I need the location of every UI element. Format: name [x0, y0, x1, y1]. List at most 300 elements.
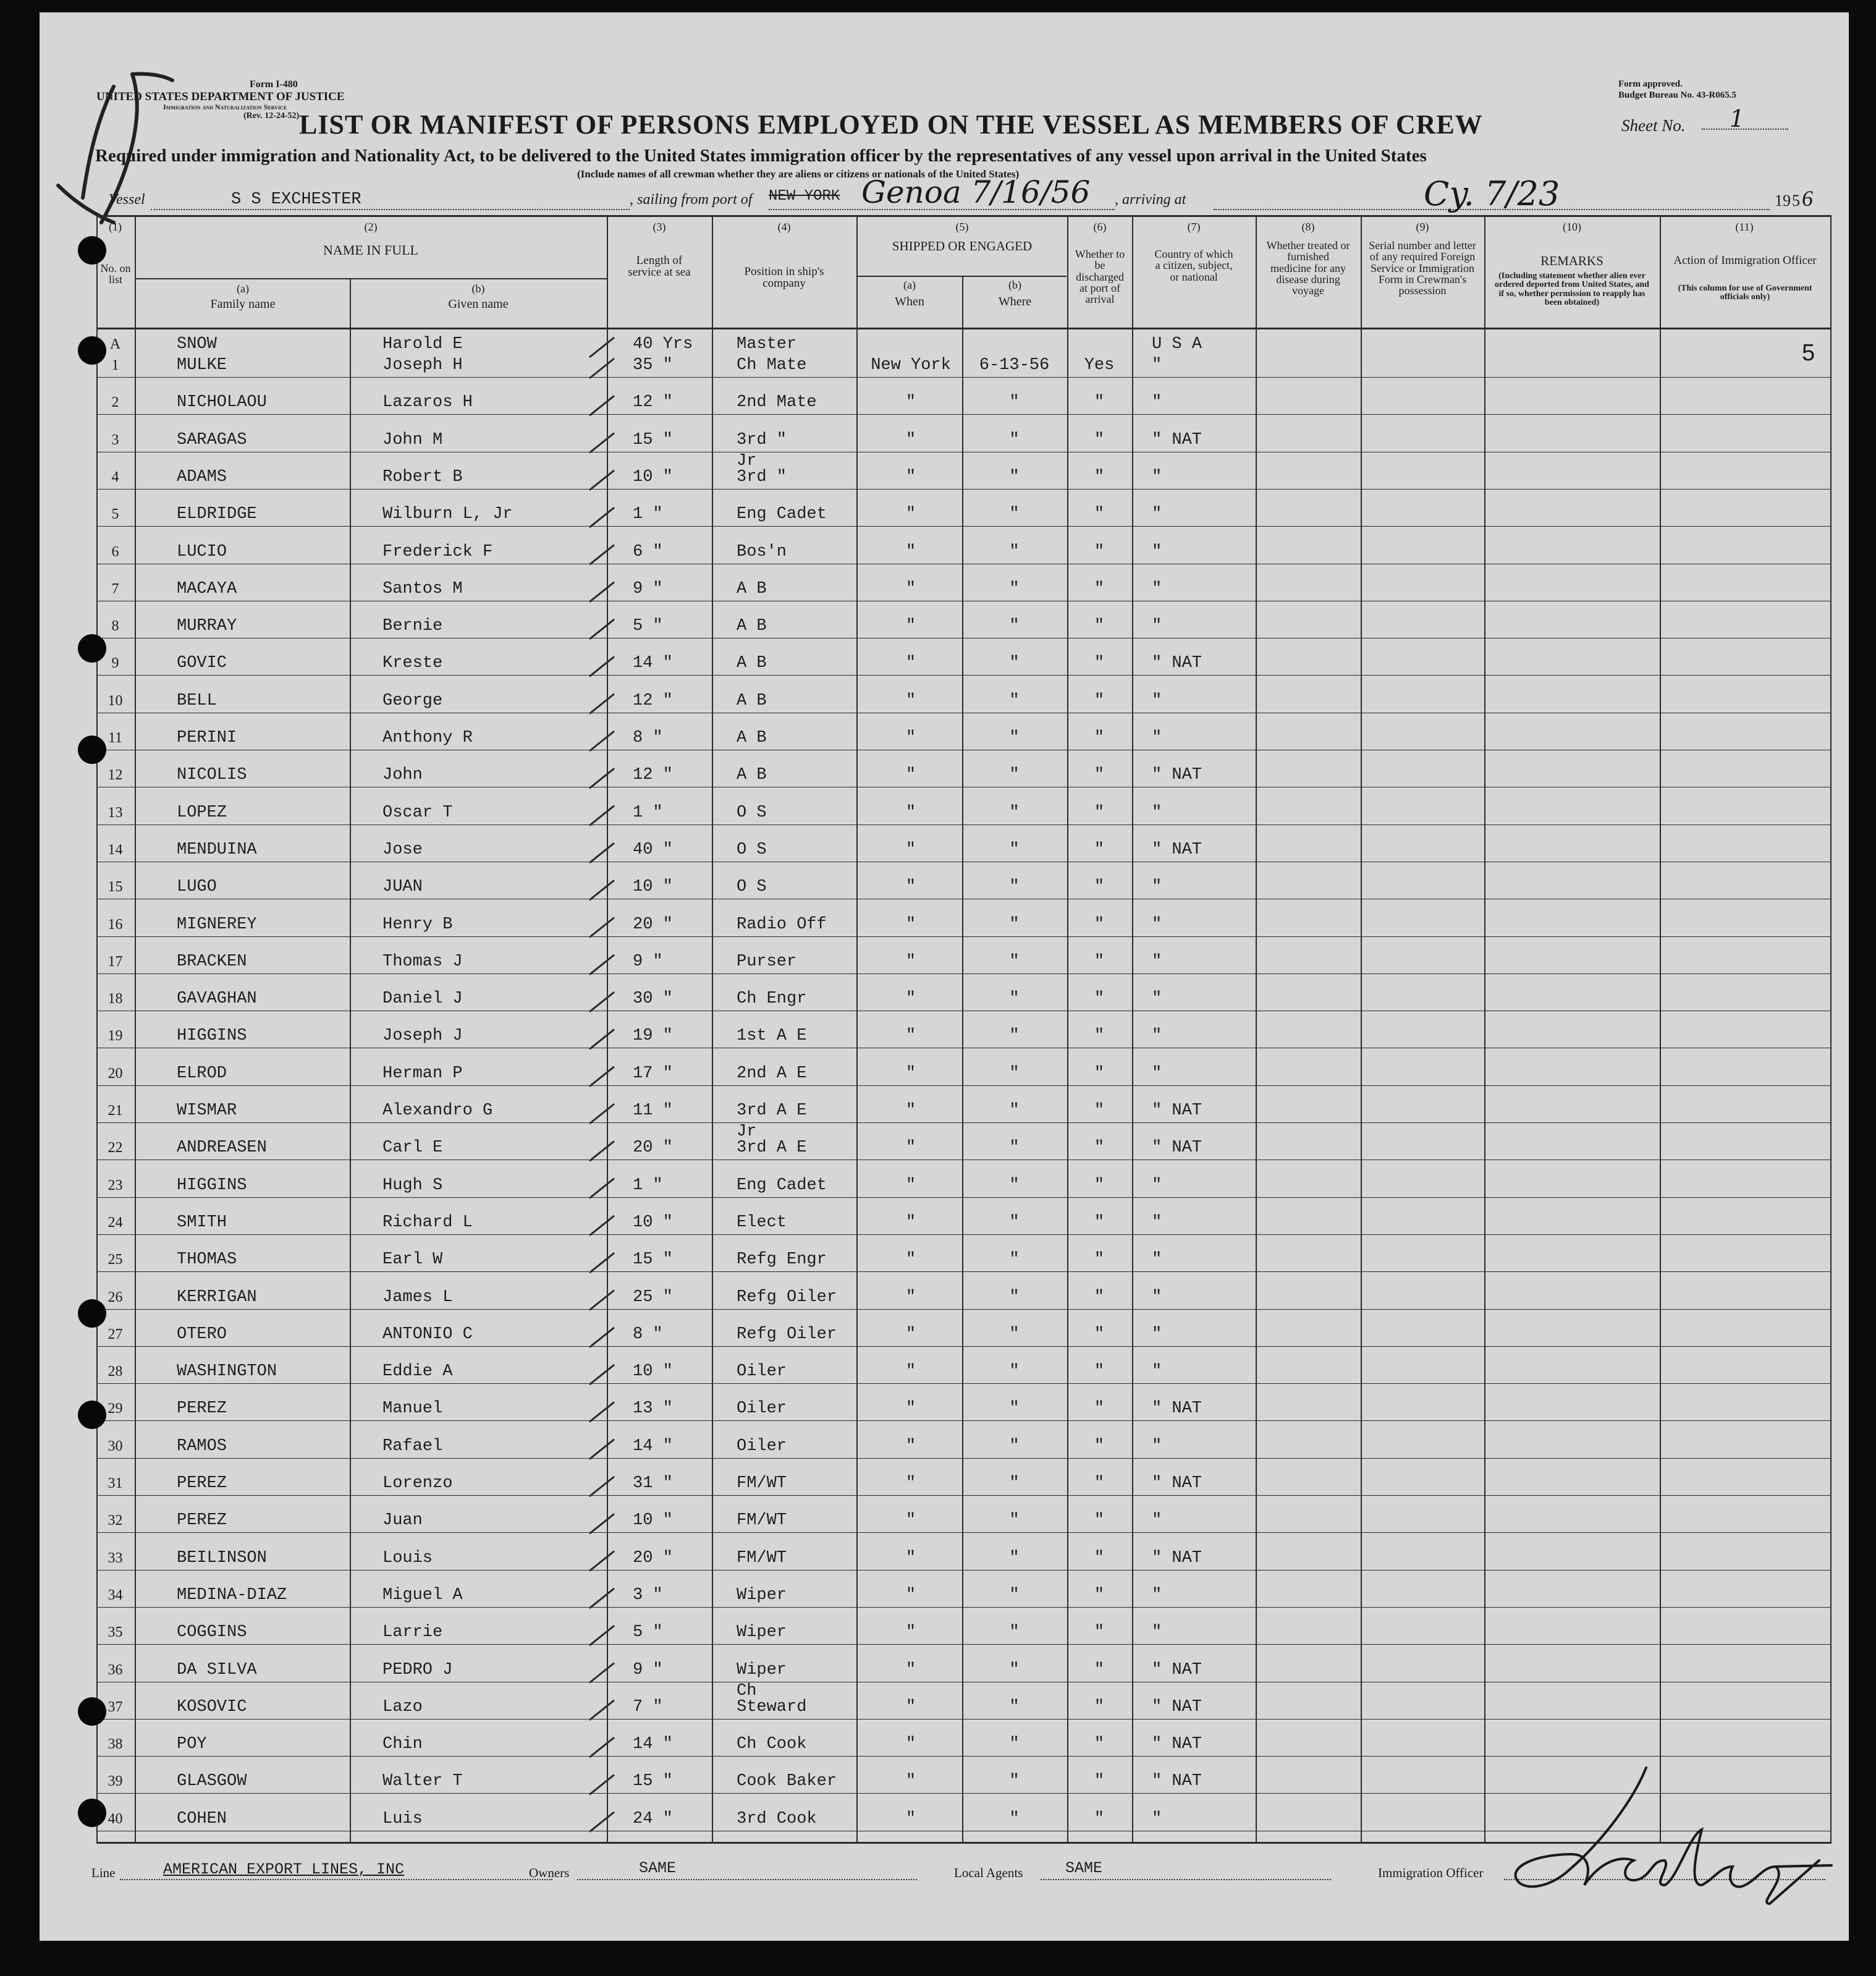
cell-when: "	[905, 803, 916, 822]
footer-agents-label: Local Agents	[954, 1865, 1023, 1880]
cell-when: "	[905, 1474, 916, 1493]
cell-position: FM/WT	[737, 1474, 787, 1493]
cell-when: "	[905, 1027, 916, 1046]
service-check-mark	[589, 1775, 614, 1794]
cell-position: Eng Cadet	[737, 505, 827, 524]
col2-label: NAME IN FULL	[323, 242, 418, 258]
cell-when: "	[905, 617, 916, 636]
service-check-mark	[589, 1514, 614, 1533]
cell-service: 8 "	[633, 1325, 663, 1344]
year-written: 6	[1802, 186, 1813, 211]
cell-when: "	[905, 1585, 916, 1605]
col10-note: (Including statement whether alien ever ordered deported from United States, and if so, whether permission to reapply has been obtained)	[1495, 271, 1649, 307]
cell-country: " NAT	[1152, 1474, 1202, 1493]
service-check-mark	[589, 806, 614, 826]
footer-line-value: AMERICAN EXPORT LINES, INC	[163, 1860, 405, 1878]
cell-position: O S	[737, 878, 767, 897]
cell-where: "	[1009, 1101, 1020, 1120]
cell-when: "	[905, 1325, 916, 1344]
footer-owners-label: Owners	[529, 1865, 570, 1880]
cell-country: "	[1152, 1176, 1162, 1195]
cell-given: Bernie	[382, 617, 443, 636]
cell-when: "	[905, 990, 916, 1009]
year-typed: 5	[1792, 192, 1800, 210]
cell-when: "	[905, 654, 916, 673]
cell-discharge: "	[1094, 1250, 1105, 1270]
cell-when: "	[905, 915, 916, 934]
cell-country: " NAT	[1152, 840, 1202, 859]
cell-country: "	[1152, 1436, 1162, 1456]
cell-discharge: "	[1094, 990, 1105, 1009]
service-name: Immigration and Naturalization Service	[163, 103, 287, 111]
cell-no: 35	[108, 1624, 123, 1641]
service-check-mark	[589, 396, 614, 415]
form-number: Form I-480	[250, 79, 298, 90]
cell-no: 10	[108, 692, 123, 709]
cell-position: Elect	[737, 1213, 787, 1232]
cell-service: 13 "	[633, 1399, 673, 1418]
service-check-marks	[40, 12, 1849, 1941]
cell-given: Richard L	[382, 1213, 473, 1232]
cell-family: GAVAGHAN	[177, 990, 257, 1009]
sailing-port-handwritten: Genoa 7/16/56	[861, 174, 1091, 210]
cell-no: 32	[108, 1512, 123, 1529]
cell-given: James L	[382, 1287, 453, 1307]
cell-family: PERINI	[177, 729, 237, 747]
cell-position: Bos'n	[737, 542, 787, 561]
cell-service: 1 "	[633, 1176, 663, 1195]
col11-num: (11)	[1735, 221, 1754, 233]
cell-position-prefix: Ch	[737, 1681, 757, 1700]
cell-given: Alexandro G	[382, 1101, 493, 1120]
cell-family: BEILINSON	[177, 1548, 267, 1567]
cell-position: Ch Cook	[737, 1735, 807, 1754]
service-check-mark	[589, 1328, 614, 1347]
cell-family: POY	[177, 1735, 207, 1754]
cell-discharge: Yes	[1084, 356, 1115, 375]
service-check-mark	[589, 992, 614, 1012]
manifest-sheet	[40, 12, 1849, 1941]
service-check-mark	[589, 1440, 614, 1459]
col11-note: (This column for use of Government officials only)	[1678, 284, 1812, 302]
cell-no: 21	[108, 1103, 123, 1119]
service-check-mark	[589, 694, 614, 714]
cell-given: Wilburn L, Jr	[382, 505, 513, 524]
cell-family: LOPEZ	[177, 803, 227, 822]
cell-position: Purser	[737, 952, 797, 971]
cell-where: "	[1009, 691, 1020, 710]
cell-family: ELROD	[177, 1064, 227, 1083]
service-check-mark	[589, 337, 614, 357]
cell-family: RAMOS	[177, 1436, 227, 1456]
cell-service: 11 "	[633, 1101, 673, 1120]
cell-family: NICHOLAOU	[177, 393, 267, 412]
cell-where: "	[1009, 1511, 1020, 1530]
cell-where: "	[1009, 1250, 1020, 1270]
cell-discharge: "	[1094, 915, 1105, 934]
cell-discharge: "	[1094, 1772, 1105, 1791]
cell-where: "	[1009, 952, 1020, 971]
cell-discharge: "	[1094, 1287, 1105, 1307]
cell-where: "	[1009, 1585, 1020, 1605]
cell-position: Oiler	[737, 1399, 787, 1418]
cell-no: 17	[108, 953, 123, 970]
cell-given: Chin	[382, 1735, 423, 1754]
cell-service: 25 "	[633, 1287, 673, 1307]
col8-label: Whether treated or furnished medicine for any disease during voyage	[1266, 239, 1350, 297]
cell-family: BELL	[177, 691, 217, 710]
service-check-mark	[589, 880, 614, 900]
cell-where: "	[1009, 1548, 1020, 1567]
sailing-port-struck: NEW YORK	[769, 188, 840, 205]
cell-family: WASHINGTON	[177, 1362, 277, 1381]
cell-country: "	[1152, 1623, 1162, 1642]
col3-label: Length of service at sea	[628, 254, 691, 279]
cell-country: U S A	[1152, 335, 1202, 354]
cell-where: "	[1009, 654, 1020, 673]
manifest-title: LIST OR MANIFEST OF PERSONS EMPLOYED ON THE VESSEL AS MEMBERS OF CREW	[299, 109, 1483, 140]
cell-position: Oiler	[737, 1362, 787, 1381]
cell-position: 3rd Cook	[737, 1809, 817, 1828]
cell-service: 9 "	[633, 1660, 663, 1679]
service-check-mark	[589, 1179, 614, 1198]
cell-given: Thomas J	[382, 952, 463, 971]
cell-family: HIGGINS	[177, 1027, 247, 1046]
cell-country: " NAT	[1152, 1660, 1202, 1679]
cell-family: MENDUINA	[177, 840, 257, 859]
cell-where: "	[1009, 1213, 1020, 1232]
cell-when: "	[905, 878, 916, 897]
cell-position: Cook Baker	[737, 1772, 837, 1791]
cell-when: "	[905, 505, 916, 524]
service-check-mark	[589, 1291, 614, 1310]
cell-given: Oscar T	[382, 803, 453, 822]
cell-position-prefix: Jr	[737, 451, 757, 470]
cell-position: A B	[737, 579, 767, 598]
cell-position: Ch Engr	[737, 990, 807, 1009]
cell-when: "	[905, 840, 916, 859]
cell-given: George	[382, 691, 443, 710]
cell-discharge: "	[1094, 1176, 1105, 1195]
cell-discharge: "	[1094, 1697, 1105, 1716]
punch-hole	[78, 336, 106, 365]
cell-country: "	[1152, 952, 1162, 971]
cell-discharge: "	[1094, 542, 1105, 561]
cell-given: Anthony R	[382, 729, 473, 747]
cell-discharge: "	[1094, 654, 1105, 673]
cell-no: 28	[108, 1363, 123, 1380]
manifest-subtitle: Required under immigration and Nationality Act, to be delivered to the United States immigration officer by the representatives of any vessel upon arrival in the United States	[95, 146, 1427, 166]
service-check-mark	[589, 1402, 614, 1422]
cell-where: "	[1009, 1064, 1020, 1083]
col11-label: Action of Immigration Officer	[1673, 254, 1817, 267]
cell-given: Henry B	[382, 915, 453, 934]
cell-when: "	[905, 430, 916, 449]
cell-when: "	[905, 766, 916, 785]
cell-service: 14 "	[633, 1436, 673, 1456]
cell-no: 31	[108, 1475, 123, 1491]
cell-country: "	[1152, 1213, 1162, 1232]
cell-family: MEDINA-DIAZ	[177, 1585, 287, 1605]
service-check-mark	[589, 1029, 614, 1049]
col5a-label: When	[895, 295, 924, 308]
cell-service: 40 Yrs	[633, 335, 693, 354]
cell-country: "	[1152, 1250, 1162, 1270]
cell-family: GLASGOW	[177, 1772, 247, 1791]
cell-service: 10 "	[633, 1362, 673, 1381]
cell-position: Master	[737, 335, 797, 354]
cell-service: 15 "	[633, 1772, 673, 1791]
cell-no: 30	[108, 1438, 123, 1454]
service-check-mark	[589, 1700, 614, 1720]
col5-label: SHIPPED OR ENGAGED	[892, 239, 1033, 253]
cell-position: A B	[737, 617, 767, 636]
cell-where: "	[1009, 1362, 1020, 1381]
cell-given: Lazo	[382, 1697, 423, 1716]
cell-family: LUGO	[177, 878, 217, 897]
cell-discharge: "	[1094, 1548, 1105, 1567]
cell-given: Joseph H	[382, 356, 463, 375]
cell-service: 15 "	[633, 1250, 673, 1270]
cell-service: 10 "	[633, 1213, 673, 1232]
cell-country: "	[1152, 803, 1162, 822]
cell-position: A B	[737, 729, 767, 747]
service-check-mark	[589, 656, 614, 676]
arriving-port-handwritten: Cy. 7/23	[1424, 174, 1560, 213]
service-check-mark	[589, 1626, 614, 1645]
col7-num: (7)	[1187, 221, 1201, 233]
cell-no: 8	[111, 618, 119, 635]
footer-officer-label: Immigration Officer	[1378, 1865, 1484, 1880]
punch-hole	[78, 1299, 106, 1328]
cell-when: "	[905, 1660, 916, 1679]
cell-position: Wiper	[737, 1660, 787, 1679]
cell-no: A	[109, 336, 121, 352]
cell-country: " NAT	[1152, 1697, 1202, 1716]
cell-country: " NAT	[1152, 1548, 1202, 1567]
service-check-mark	[589, 470, 614, 490]
cell-position: O S	[737, 840, 767, 859]
cell-discharge: "	[1094, 1436, 1105, 1456]
cell-family: LUCIO	[177, 542, 227, 561]
cell-when: "	[905, 1287, 916, 1307]
cell-discharge: "	[1094, 1139, 1105, 1158]
service-check-mark	[589, 1551, 614, 1571]
approval-line-1: Form approved.	[1618, 79, 1683, 89]
col3-num: (3)	[653, 221, 666, 233]
cell-service: 10 "	[633, 467, 673, 486]
cell-discharge: "	[1094, 1027, 1105, 1046]
approval-line-2: Budget Bureau No. 43-R065.5	[1618, 90, 1736, 100]
cell-service: 6 "	[633, 542, 663, 561]
cell-where: "	[1009, 1772, 1020, 1791]
cell-service: 8 "	[633, 729, 663, 747]
cell-discharge: "	[1094, 393, 1105, 412]
footer-owners-value: SAME	[639, 1859, 677, 1877]
cell-when: "	[905, 952, 916, 971]
cell-country: "	[1152, 505, 1162, 524]
cell-where: "	[1009, 1660, 1020, 1679]
cell-where: 6-13-56	[979, 356, 1050, 375]
cell-no: 34	[108, 1587, 123, 1603]
cell-service: 20 "	[633, 1548, 673, 1567]
cell-country: " NAT	[1152, 1101, 1202, 1120]
cell-discharge: "	[1094, 691, 1105, 710]
cell-position: A B	[737, 766, 767, 785]
cell-country: "	[1152, 393, 1162, 412]
cell-when: "	[905, 579, 916, 598]
cell-family: MURRAY	[177, 617, 237, 636]
cell-family: MULKE	[177, 356, 227, 375]
cell-service: 35 "	[633, 356, 673, 375]
cell-when: "	[905, 691, 916, 710]
cell-service: 12 "	[633, 766, 673, 785]
cell-given: Eddie A	[382, 1362, 453, 1381]
cell-family: OTERO	[177, 1325, 227, 1344]
col2b-label: Given name	[448, 297, 509, 311]
cell-given: Larrie	[382, 1623, 443, 1642]
cell-family: COGGINS	[177, 1623, 247, 1642]
cell-no: 12	[108, 767, 123, 784]
service-check-mark	[589, 1253, 614, 1273]
manifest-note: (Include names of all crewman whether they are aliens or citizens or nationals of the United States)	[577, 168, 1020, 180]
cell-given: Jose	[382, 840, 423, 859]
cell-when: "	[905, 1399, 916, 1418]
cell-given: Frederick F	[382, 542, 493, 561]
cell-country: "	[1152, 542, 1162, 561]
service-check-mark	[589, 545, 614, 565]
cell-country: "	[1152, 1809, 1162, 1828]
cell-no: 20	[108, 1065, 123, 1082]
cell-when: "	[905, 393, 916, 412]
column11-mark: 5	[1802, 340, 1815, 366]
col4-label: Position in ship's company	[744, 265, 824, 290]
cell-given: Herman P	[382, 1064, 463, 1083]
cell-position: Oiler	[737, 1436, 787, 1456]
sheet-number-label: Sheet No.	[1621, 116, 1686, 135]
cell-position: Ch Mate	[737, 356, 807, 375]
cell-country: " NAT	[1152, 1399, 1202, 1418]
cell-no: 14	[108, 841, 123, 858]
cell-given: Robert B	[382, 467, 463, 486]
cell-given: PEDRO J	[382, 1660, 453, 1679]
cell-where: "	[1009, 840, 1020, 859]
cell-discharge: "	[1094, 840, 1105, 859]
cell-where: "	[1009, 1325, 1020, 1344]
cell-no: 40	[108, 1810, 123, 1827]
col5b-label: Where	[998, 295, 1032, 308]
cell-no: 19	[108, 1028, 123, 1045]
cell-service: 5 "	[633, 1623, 663, 1642]
cell-when: "	[905, 1735, 916, 1754]
cell-where: "	[1009, 1027, 1020, 1046]
col4-num: (4)	[777, 221, 791, 233]
cell-discharge: "	[1094, 579, 1105, 598]
cell-country: "	[1152, 1064, 1162, 1083]
cell-when: "	[905, 1511, 916, 1530]
footer-agents-value: SAME	[1065, 1859, 1103, 1877]
cell-country: " NAT	[1152, 1772, 1202, 1791]
sailing-label: , sailing from port of	[630, 192, 753, 208]
year-prefix: 19	[1775, 192, 1791, 210]
cell-position: Steward	[737, 1697, 807, 1716]
cell-no: 2	[111, 394, 119, 411]
cell-where: "	[1009, 1139, 1020, 1158]
cell-given: Luis	[382, 1809, 423, 1828]
col1-num: (1)	[109, 221, 122, 233]
cell-family: HIGGINS	[177, 1176, 247, 1195]
cell-discharge: "	[1094, 803, 1105, 822]
cell-family: THOMAS	[177, 1250, 237, 1270]
col9-num: (9)	[1416, 221, 1429, 233]
col5b-num: (b)	[1008, 279, 1021, 291]
cell-family: PEREZ	[177, 1399, 227, 1418]
cell-discharge: "	[1094, 1660, 1105, 1679]
service-check-mark	[589, 1216, 614, 1236]
service-check-mark	[589, 918, 614, 938]
cell-no: 3	[111, 431, 119, 448]
cell-when: "	[905, 542, 916, 561]
cell-country: "	[1152, 1585, 1162, 1605]
vessel-name: S S EXCHESTER	[231, 190, 361, 209]
cell-family: SMITH	[177, 1213, 227, 1232]
cell-country: "	[1152, 467, 1162, 486]
cell-service: 5 "	[633, 617, 663, 636]
cell-given: Carl E	[382, 1139, 443, 1158]
cell-position-prefix: Jr	[737, 1122, 757, 1142]
cell-where: "	[1009, 617, 1020, 636]
cell-position: O S	[737, 803, 767, 822]
cell-family: KOSOVIC	[177, 1697, 247, 1716]
cell-service: 40 "	[633, 840, 673, 859]
cell-position: 2nd A E	[737, 1064, 807, 1083]
service-check-mark	[589, 731, 614, 751]
cell-position: 3rd "	[737, 467, 787, 486]
cell-no: 23	[108, 1177, 123, 1194]
cell-family: MIGNEREY	[177, 915, 257, 934]
service-check-mark	[589, 582, 614, 602]
cell-service: 20 "	[633, 1139, 673, 1158]
col10-num: (10)	[1563, 221, 1581, 233]
cell-when: "	[905, 1101, 916, 1120]
service-check-mark	[589, 433, 614, 453]
cell-no: 6	[111, 543, 119, 560]
cell-service: 10 "	[633, 1511, 673, 1530]
cell-discharge: "	[1094, 878, 1105, 897]
punch-hole	[78, 1697, 106, 1726]
cell-country: "	[1152, 356, 1162, 375]
cell-family: GOVIC	[177, 654, 227, 673]
cell-country: "	[1152, 729, 1162, 747]
cell-family: ADAMS	[177, 467, 227, 486]
service-check-mark	[589, 1663, 614, 1683]
cell-where: "	[1009, 990, 1020, 1009]
cell-service: 30 "	[633, 990, 673, 1009]
cell-where: "	[1009, 1287, 1020, 1307]
cell-when: "	[905, 467, 916, 486]
cell-discharge: "	[1094, 1623, 1105, 1642]
cell-service: 19 "	[633, 1027, 673, 1046]
service-check-mark	[589, 843, 614, 863]
cell-position: A B	[737, 654, 767, 673]
cell-no: 5	[111, 506, 119, 523]
cell-country: "	[1152, 617, 1162, 636]
cell-discharge: "	[1094, 430, 1105, 449]
col6-label: Whether to be discharged at port of arrival	[1075, 248, 1125, 306]
cell-position: 1st A E	[737, 1027, 807, 1046]
cell-no: 39	[108, 1773, 123, 1790]
cell-when: "	[905, 1362, 916, 1381]
